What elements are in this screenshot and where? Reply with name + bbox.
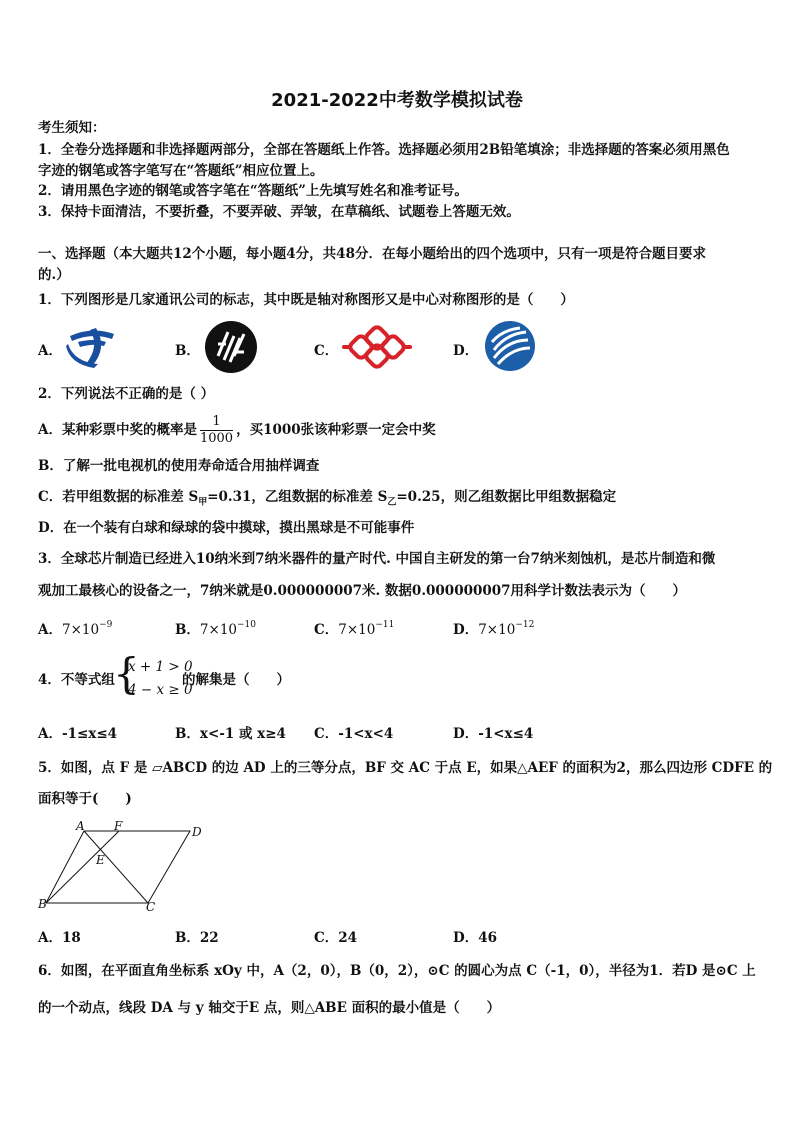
- question-6-line-1: 6．如图，在平面直角坐标系 xOy 中，A（2，0），B（0，2），⊙C 的圆心为点 C（-1，0），半径为1．若D 是⊙C 上: [38, 963, 756, 979]
- q2-option-c-pre: C．若甲组数据的标准差 S: [38, 489, 199, 505]
- question-3-line-2: 观加工最核心的设备之一，7纳米就是0.000000007米. 数据0.000000007用科学计数法表示为（ ）: [38, 583, 687, 599]
- notice-line-2: 2．请用黑色字迹的钢笔或答字笔在“答题纸”上先填写姓名和准考证号。: [38, 183, 468, 199]
- question-1-stem: 1．下列图形是几家通讯公司的标志，其中既是轴对称图形又是中心对称图形的是（ ）: [38, 292, 574, 308]
- q1-option-d-label: D．: [453, 343, 479, 359]
- question-5-line-1: 5．如图，点 F 是 ▱ABCD 的边 AD 上的三等分点，BF 交 AC 于点 E，如果△AEF 的面积为2，那么四边形 CDFE 的: [38, 760, 773, 776]
- question-3-line-1: 3．全球芯片制造已经进入10纳米到7纳米器件的量产时代. 中国自主研发的第一台7纳米刻蚀机，是芯片制造和微: [38, 551, 716, 567]
- china-mobile-logo-icon: [484, 320, 536, 372]
- point-label-d: D: [192, 825, 202, 839]
- q5-option-b: B．22: [175, 930, 219, 946]
- q2-sub-jia: 甲: [198, 497, 208, 508]
- notice-line-1b: 字迹的钢笔或答字笔写在“答题纸”相应位置上。: [38, 163, 324, 179]
- q2-option-a-pre: A．某种彩票中奖的概率是: [38, 422, 197, 438]
- q3-option-c-value: [338, 619, 395, 638]
- q4-option-c: C．-1<x<4: [314, 726, 394, 742]
- q3-b-exponent: −10: [237, 619, 257, 630]
- china-telecom-logo-icon: [64, 322, 120, 370]
- q2-option-a: [38, 412, 436, 448]
- q1-option-c-label: C．: [314, 343, 339, 359]
- q3-b-base: 7×10: [199, 622, 238, 638]
- q1-option-a-label: A．: [38, 343, 62, 359]
- q5-option-c: C．24: [314, 930, 358, 946]
- q2-option-a-post: ，买1000张该种彩票一定会中奖: [236, 422, 436, 438]
- q3-option-d-value: [478, 619, 535, 638]
- q3-option-c-label: C．: [314, 622, 339, 638]
- q5-option-a: A．18: [38, 930, 81, 946]
- q4-option-b: B．x<-1 或 x≥4: [175, 726, 286, 742]
- q2-fraction-numerator: 1: [200, 414, 233, 431]
- q1-option-b-label: B．: [175, 343, 200, 359]
- q3-option-b-label: B．: [175, 622, 200, 638]
- point-label-b: B: [38, 897, 47, 911]
- china-unicom-logo-icon: [342, 324, 412, 370]
- q2-option-b: B．了解一批电视机的使用寿命适合用抽样调查: [38, 458, 320, 474]
- q2-option-c-mid: =0.31，乙组数据的标准差 S: [207, 489, 388, 505]
- section-heading-line-1: 一、选择题（本大题共12个小题，每小题4分，共48分．在每小题给出的四个选项中，只有一项是符合题目要求: [38, 246, 706, 262]
- q3-option-b-value: [199, 619, 257, 638]
- q2-option-c-post: =0.25，则乙组数据比甲组数据稳定: [396, 489, 617, 505]
- q3-c-exponent: −11: [375, 619, 395, 630]
- q2-fraction-denominator: 1000: [199, 431, 234, 446]
- point-label-f: F: [114, 819, 123, 833]
- q3-option-d: [453, 618, 534, 638]
- q3-option-b: [175, 618, 256, 638]
- q2-sub-yi: 乙: [387, 497, 397, 508]
- parallelogram-figure: [36, 818, 206, 914]
- q4-option-d: D．-1<x≤4: [453, 726, 534, 742]
- q4-inequality-2: 4 − x ≥ 0: [128, 682, 193, 698]
- q3-a-base: 7×10: [61, 622, 100, 638]
- q3-option-a: [38, 618, 112, 638]
- q3-c-base: 7×10: [338, 622, 376, 638]
- q2-option-d: D．在一个装有白球和绿球的袋中摸球，摸出黑球是不可能事件: [38, 520, 415, 536]
- q3-option-a-label: A．: [38, 622, 62, 638]
- notice-line-3: 3．保持卡面清洁，不要折叠，不要弄破、弄皱，在草稿纸、试题卷上答题无效。: [38, 204, 520, 220]
- notice-heading: 考生须知：: [38, 120, 106, 136]
- q4-stem-post: 的解集是（ ）: [182, 672, 290, 688]
- q3-d-base: 7×10: [478, 622, 516, 638]
- question-5-line-2: 面积等于( ): [38, 791, 132, 807]
- page-title: 2021-2022中考数学模拟试卷: [271, 90, 523, 111]
- point-label-c: C: [146, 900, 156, 914]
- q5-option-d: D．46: [453, 930, 497, 946]
- question-6-line-2: 的一个动点，线段 DA 与 y 轴交于E 点，则△ABE 面积的最小值是（ ）: [38, 1000, 501, 1016]
- section-heading-line-2: 的.）: [38, 267, 70, 283]
- netcom-logo-icon: [204, 320, 258, 374]
- q2-probability-fraction: [200, 414, 233, 447]
- point-label-a: A: [76, 819, 85, 833]
- q3-d-exponent: −12: [515, 619, 535, 630]
- q3-option-d-label: D．: [453, 622, 479, 638]
- q2-option-c: [38, 487, 616, 513]
- q3-a-exponent: −9: [99, 619, 113, 630]
- notice-line-1a: 1．全卷分选择题和非选择题两部分，全部在答题纸上作答。选择题必须用2B铅笔填涂；非选择题的答案必须用黑色: [38, 142, 730, 158]
- q4-system-brace: {: [113, 649, 140, 698]
- q4-inequality-1: x + 1 > 0: [128, 659, 193, 675]
- question-2-stem: 2．下列说法不正确的是（ ）: [38, 386, 215, 402]
- q4-option-a: A．-1≤x≤4: [38, 726, 118, 742]
- q3-option-c: [314, 618, 394, 638]
- q3-option-a-value: [61, 619, 113, 638]
- point-label-e: E: [96, 853, 105, 867]
- q4-stem-pre: 4．不等式组: [38, 672, 115, 688]
